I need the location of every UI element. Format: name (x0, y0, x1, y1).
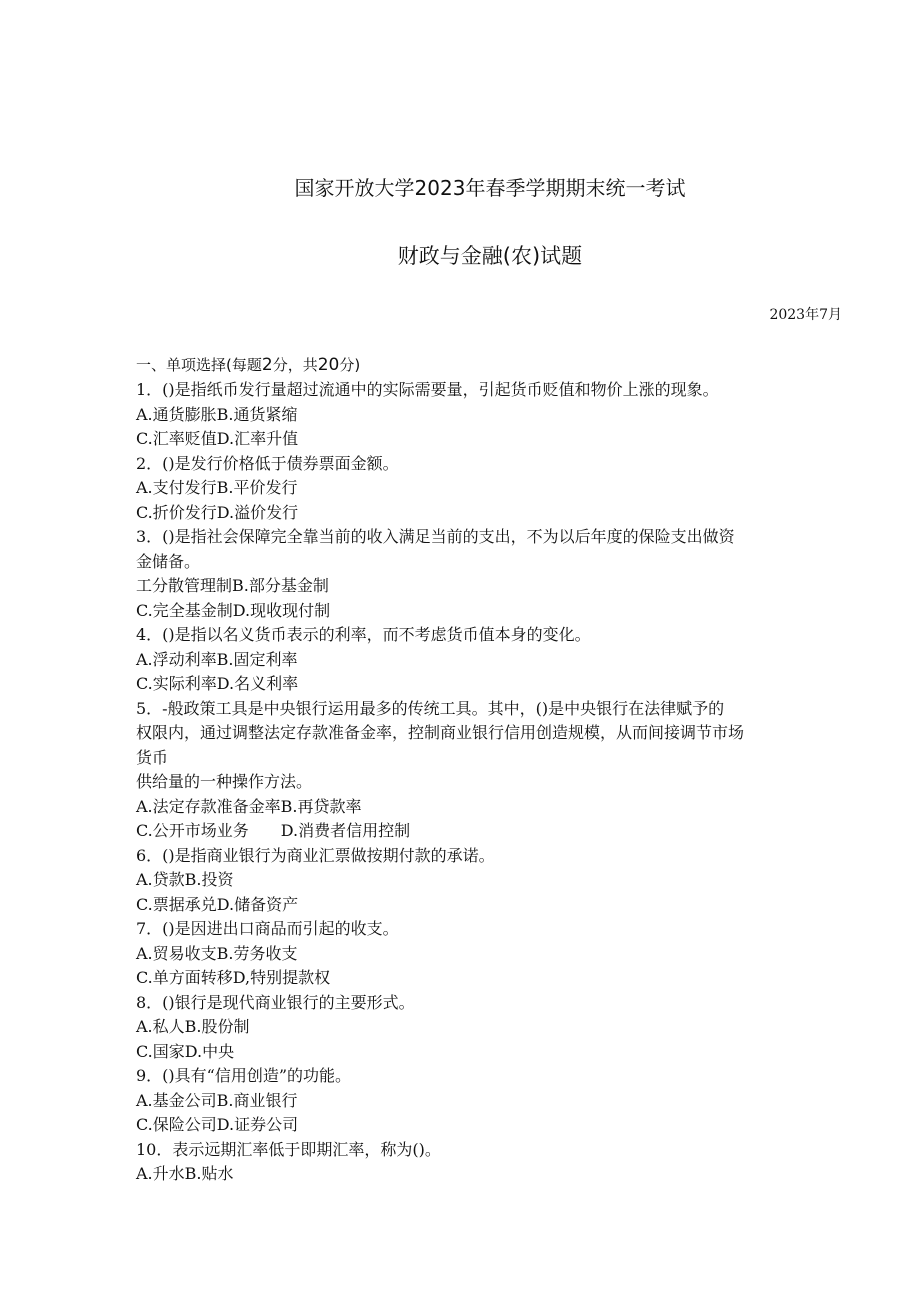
question-2-options-ab: A.支付发行B.平价发行 (136, 478, 298, 497)
question-7-options-cd: C.单方面转移D,特别提款权 (136, 968, 331, 987)
question-10-options-ab: A.升水B.贴水 (136, 1164, 234, 1183)
section-points-each: 2 (261, 355, 273, 375)
question-8-options-ab: A.私人B.股份制 (136, 1017, 250, 1036)
question-3-stem-line-1: 3．()是指社会保障完全靠当前的收入满足当前的支出，不为以后年度的保险支出做资 (136, 527, 735, 546)
question-list (136, 378, 848, 1187)
question-1-stem: 1．()是指纸币发行量超过流通中的实际需要量，引起货币贬值和物价上涨的现象。 (136, 380, 719, 399)
question-9-stem: 9．()具有“信用创造”的功能。 (136, 1066, 352, 1085)
question-2-stem: 2．()是发行价格低于债券票面金额。 (136, 453, 399, 473)
question-8-stem: 8．()银行是现代商业银行的主要形式。 (136, 992, 415, 1012)
question-5-stem-line-2: 权限内，通过调整法定存款准备金率，控制商业银行信用创造规模，从而间接调节市场 (136, 723, 745, 742)
question-8-options-cd: C.国家D.中央 (136, 1041, 235, 1061)
question-3-options-ab: 工分散管理制B.部分基金制 (136, 576, 329, 595)
question-7-stem: 7．()是因进出口商品而引起的收支。 (136, 919, 399, 938)
question-5-options-cd (136, 819, 848, 844)
paper-title: 财政与金融(农)试题 (397, 244, 583, 268)
question-5-stem-line-1: 5．-般政策工具是中央银行运用最多的传统工具。其中，()是中央银行在法律赋予的 (136, 698, 725, 718)
question-4-options-ab: A.浮动利率B.固定利率 (136, 649, 298, 669)
question-3-options-cd: C.完全基金制D.现收现付制 (136, 600, 331, 620)
question-6-stem: 6．()是指商业银行为商业汇票做按期付款的承诺。 (136, 845, 495, 865)
section-heading (136, 354, 360, 375)
question-6-options-ab: A.贷款B.投资 (136, 870, 234, 889)
question-5-option-c: C.公开市场业务 (136, 821, 249, 840)
section-total-points: 20 (317, 355, 340, 375)
question-4-options-cd: C.实际利率D.名义利率 (136, 674, 299, 693)
question-1-options-cd: C.汇率贬值D.汇率升值 (136, 429, 299, 448)
section-suffix: 分) (339, 356, 361, 374)
question-10-stem: 10．表示远期汇率低于即期汇率，称为()。 (136, 1139, 441, 1159)
question-4-stem: 4．()是指以名义货币表示的利率，而不考虑货币值本身的变化。 (136, 625, 591, 644)
question-5-stem-line-3: 货币 (136, 747, 169, 767)
question-9-options-cd: C.保险公司D.证券公司 (136, 1115, 299, 1134)
question-3-stem-line-2: 金储备。 (136, 551, 201, 571)
question-5-option-d: D.消费者信用控制 (280, 821, 411, 840)
question-6-options-cd: C.票据承兑D.储备资产 (136, 894, 299, 914)
question-5-options-ab: A.法定存款准备金率B.再贷款率 (136, 796, 362, 816)
question-2-options-cd: C.折价发行D.溢价发行 (136, 502, 299, 522)
question-7-options-ab: A.贸易收支B.劳务收支 (136, 943, 298, 963)
section-prefix: 一、单项选择(每题 (136, 356, 262, 374)
exam-date: 2023年7月 (769, 307, 842, 323)
section-mid: 分，共 (272, 356, 318, 374)
question-1-options-ab: A.通货膨胀B.通货紧缩 (136, 404, 298, 424)
exam-title: 国家开放大学2023年春季学期期末统一考试 (294, 176, 686, 200)
question-5-stem-line-4: 供给量的一种操作方法。 (136, 772, 313, 791)
question-9-options-ab: A.基金公司B.商业银行 (136, 1090, 298, 1110)
